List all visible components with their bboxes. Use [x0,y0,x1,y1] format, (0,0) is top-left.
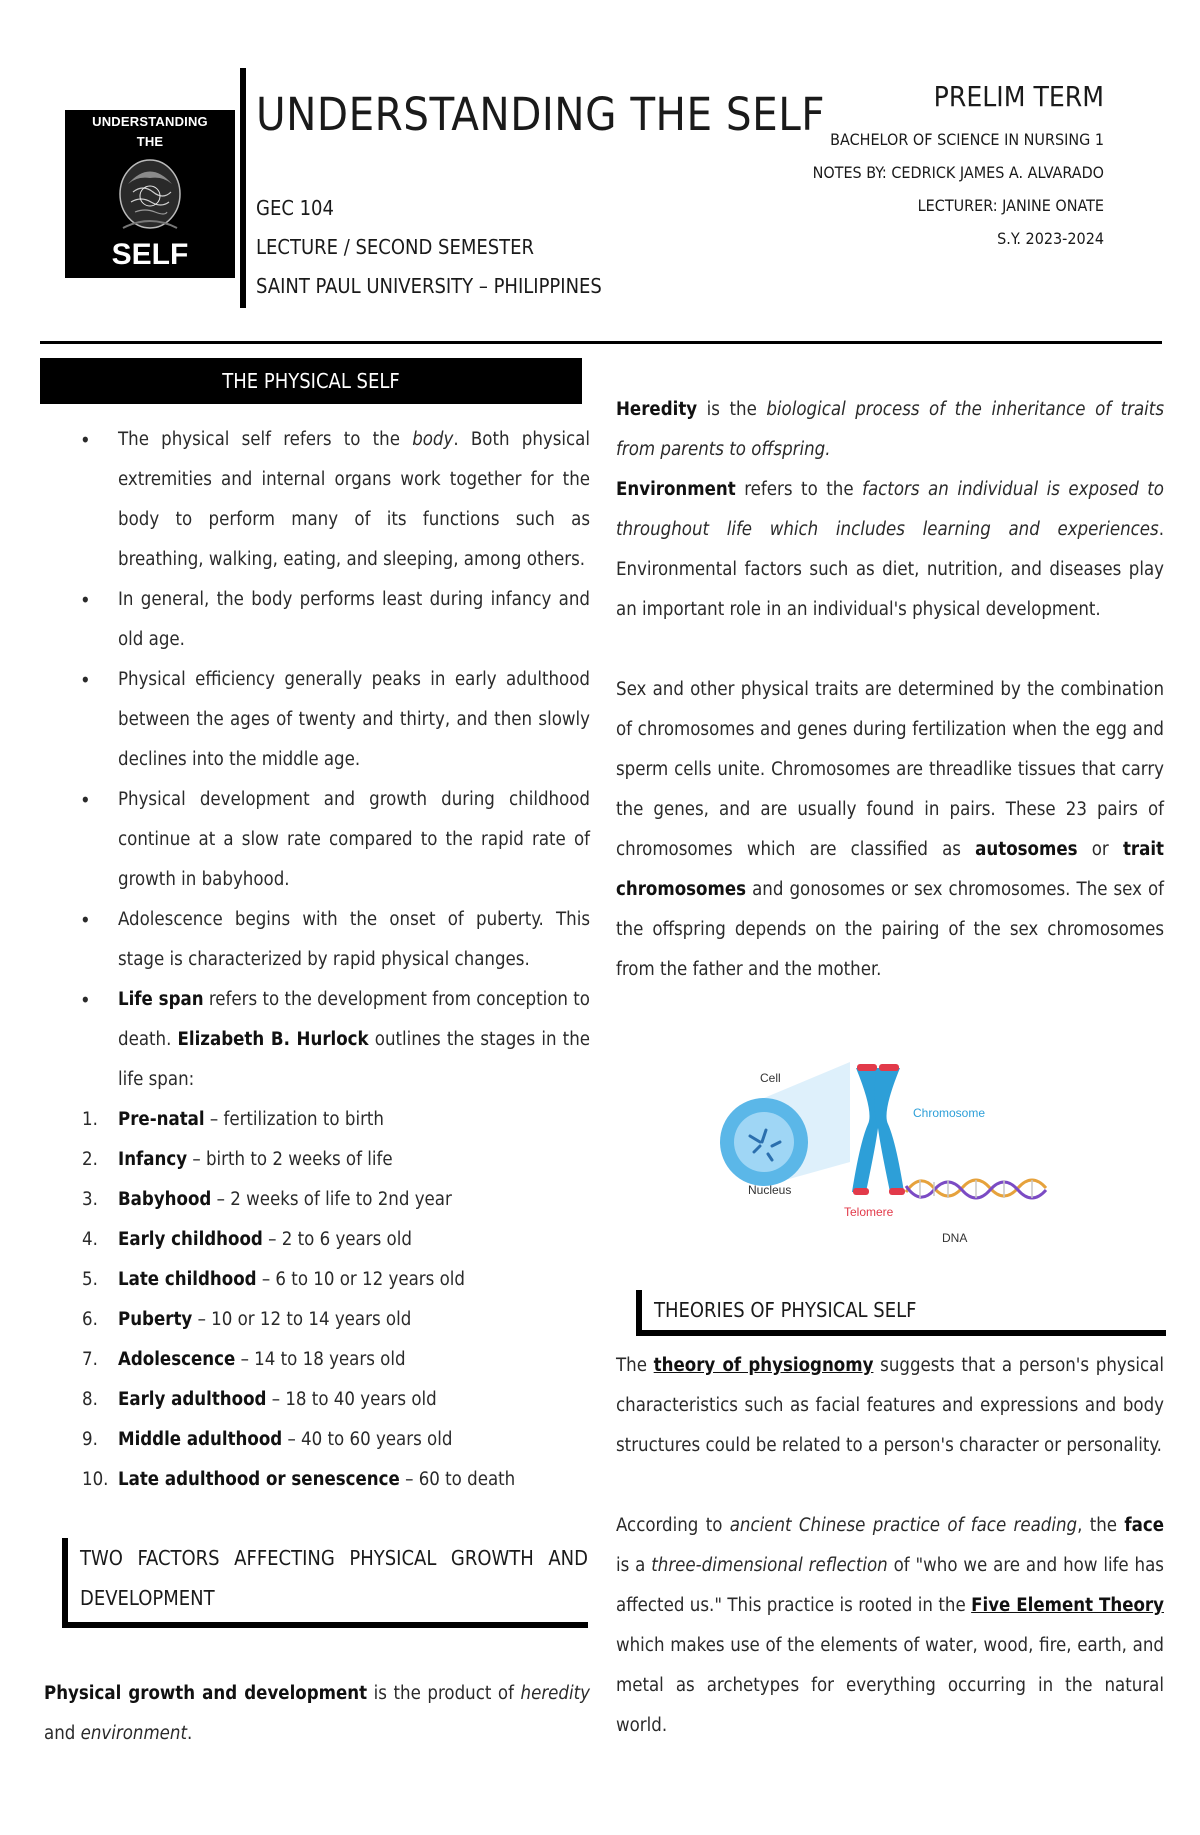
list-item: 2. Infancy – birth to 2 weeks of life [82,1149,393,1170]
nucleus-label: Nucleus [748,1183,792,1197]
logo-line1: UNDERSTANDING [92,114,208,129]
list-item: 5. Late childhood – 6 to 10 or 12 years old [82,1269,465,1290]
list-item: • Adolescence begins with the onset of puberty. This stage is characterized by rapid physical changes. [44,900,590,980]
heading-line-2: DEVELOPMENT [80,1586,215,1610]
lecturer-label: LECTURER: JANINE ONATE [917,196,1104,215]
face-reading-paragraph: According to ancient Chinese practice of face reading, the face is a three-dimensional reflection of "who we are and how life has affected us." This practice is rooted in the Five Element Theory which makes use of the elements of water, wood, fire, earth, and metal as archetypes for everything occurring in the natural world. [616,1515,1164,1736]
list-item: • Life span refers to the development from conception to death. Elizabeth B. Hurlock outlines the stages in the life span: [44,980,590,1100]
logo-line3: SELF [111,238,189,271]
list-item: • The physical self refers to the body. Both physical extremities and internal organs work together for the body to perform many of its functions such as breathing, walking, eating, and sleeping, among others. [44,420,590,580]
section-heading-physical-self: THE PHYSICAL SELF [40,358,582,404]
section-heading-theories: THEORIES OF PHYSICAL SELF [636,1290,1166,1336]
list-item: 1. Pre-natal – fertilization to birth [82,1109,384,1130]
list-item: 9. Middle adulthood – 40 to 60 years old [82,1429,453,1450]
list-item: 8. Early adulthood – 18 to 40 years old [82,1389,437,1410]
telomere-label: Telomere [844,1205,894,1219]
term-label: PRELIM TERM [933,80,1104,113]
nucleus-icon [734,1112,794,1172]
chromosome-label: Chromosome [913,1106,986,1120]
list-item: 3. Babyhood – 2 weeks of life to 2nd year [82,1189,452,1210]
program-label: BACHELOR OF SCIENCE IN NURSING 1 [830,130,1104,149]
list-item: • In general, the body performs least during infancy and old age. [44,580,590,660]
environment-paragraph: Environment refers to the factors an individual is exposed to throughout life which includes learning and experiences. Environmental factors such as diet, nutrition, and diseases play an important role in an individual's physical development. [616,479,1164,620]
dna-label: DNA [942,1231,968,1245]
course-code: GEC 104 [256,196,334,220]
physiognomy-paragraph: The theory of physiognomy suggests that a person's physical characteristics such as facial features and expressions and body structures could be related to a person's character or personality. [616,1355,1164,1456]
header-rule [40,341,1162,344]
two-factors-paragraph: Physical growth and development is the product of heredity and environment. [44,1683,590,1744]
cell-label: Cell [760,1071,781,1085]
physical-self-bullets [44,420,590,1100]
life-span-stages [44,1100,590,1500]
header-info [813,80,1104,255]
head-brain-icon [103,154,197,238]
list-item: 6. Puberty – 10 or 12 to 14 years old [82,1309,412,1330]
course-logo [65,110,235,278]
list-item: 4. Early childhood – 2 to 6 years old [82,1229,412,1250]
header-divider [240,68,246,308]
logo-line2: THE [136,134,164,149]
section-heading-two-factors [62,1538,588,1628]
heredity-paragraph: Heredity is the biological process of the inheritance of traits from parents to offspring. [616,399,1165,460]
list-item: 7. Adolescence – 14 to 18 years old [82,1349,406,1370]
university-name: SAINT PAUL UNIVERSITY – PHILIPPINES [256,274,602,298]
chromosomes-paragraph: Sex and other physical traits are determined by the combination of chromosomes and genes during fertilization when the egg and sperm cells unite. Chromosomes are threadlike tissues that carry the genes, and are usually found in pairs. These 23 pairs of chromosomes which are classified as autosomes or trait chromosomes and gonosomes or sex chromosomes. The sex of the offspring depends on the pairing of the sex chromosomes from the father and the mother. [616,679,1165,980]
theories-content [616,1346,1164,1746]
school-year-label: S.Y. 2023-2024 [997,229,1104,248]
list-item: • Physical efficiency generally peaks in early adulthood between the ages of twenty and thirty, and then slowly declines into the middle age. [44,660,590,780]
notes-by-label: NOTES BY: CEDRICK JAMES A. ALVARADO [812,163,1104,182]
heredity-environment-text [616,390,1164,990]
physical-self-content [44,420,590,1500]
telomere-icon [853,1188,869,1195]
page-title: UNDERSTANDING THE SELF [256,88,826,141]
list-item: • Physical development and growth during childhood continue at a slow rate compared to the rapid rate of growth in babyhood. [44,780,590,900]
list-item: 10. Late adulthood or senescence – 60 to death [82,1469,516,1490]
chromosome-diagram [720,1062,1060,1262]
lecture-semester: LECTURE / SECOND SEMESTER [256,235,534,259]
heading-line-1: TWO FACTORS AFFECTING PHYSICAL GROWTH AND [80,1546,588,1570]
